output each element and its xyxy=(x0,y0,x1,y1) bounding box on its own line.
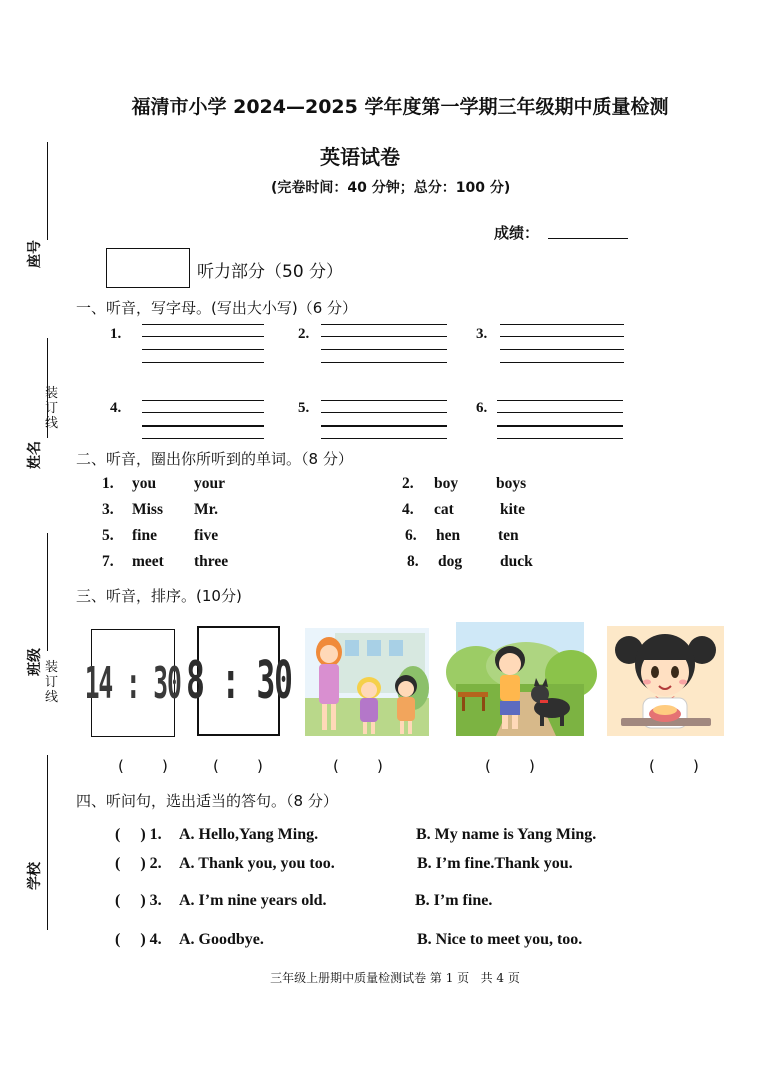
word-option-b[interactable]: kite xyxy=(500,501,525,518)
score-blank[interactable] xyxy=(548,238,628,239)
score-label: 成绩： xyxy=(494,224,540,242)
clock-digits-1: 14 : 30 xyxy=(84,657,182,709)
word-num: 2. xyxy=(402,475,414,492)
picture-girl-with-dog xyxy=(456,622,584,736)
option-a: A. I’m nine years old. xyxy=(179,892,327,909)
question-num[interactable]: ( ) 3. xyxy=(115,892,162,909)
question-num[interactable]: ( ) 1. xyxy=(115,826,162,843)
clock-image-1430 xyxy=(84,629,182,737)
s1-num-6: 6. xyxy=(476,400,488,416)
word-option-b[interactable]: ten xyxy=(498,527,519,544)
word-num: 8. xyxy=(407,553,419,570)
school-label: 学校 xyxy=(27,862,43,890)
option-b: B. I’m fine.Thank you. xyxy=(417,855,573,872)
option-b: B. My name is Yang Ming. xyxy=(416,826,597,843)
s1-num-2: 2. xyxy=(298,326,310,342)
word-option-a[interactable]: you xyxy=(132,475,157,492)
word-num: 7. xyxy=(102,553,114,570)
option-a: A. Hello,Yang Ming. xyxy=(179,826,319,843)
word-option-a[interactable]: boy xyxy=(434,475,459,492)
picture-girl-with-food xyxy=(607,626,724,736)
word-option-b[interactable]: Mr. xyxy=(194,501,218,518)
word-option-a[interactable]: Miss xyxy=(132,501,163,518)
option-a: A. Thank you, you too. xyxy=(179,855,335,872)
picture-three-girls xyxy=(305,628,429,736)
section3-heading: 三、听音，排序。(10分) xyxy=(76,587,242,605)
class-label: 班级 xyxy=(27,648,43,676)
answer-paren-3[interactable]: ( ) xyxy=(333,757,383,775)
name-label: 姓名 xyxy=(27,441,43,469)
word-num: 1. xyxy=(102,475,114,492)
clock-digits-2: 8 : 30 xyxy=(185,651,292,711)
binding-text-top: 装订线 xyxy=(45,386,59,431)
margin-line-seat xyxy=(47,142,48,240)
option-b: B. I’m fine. xyxy=(415,892,493,909)
word-option-b[interactable]: your xyxy=(194,475,225,492)
word-option-a[interactable]: dog xyxy=(438,553,463,570)
word-option-b[interactable]: duck xyxy=(500,553,533,570)
s1-num-4: 4. xyxy=(110,400,122,416)
clock-image-830 xyxy=(185,626,292,736)
word-num: 3. xyxy=(102,501,114,518)
seat-label: 座号 xyxy=(27,240,43,268)
s1-num-3: 3. xyxy=(476,326,488,342)
exam-subtitle: 英语试卷 xyxy=(320,145,400,169)
word-option-b[interactable]: five xyxy=(194,527,219,544)
answer-paren-2[interactable]: ( ) xyxy=(213,757,263,775)
margin-line-class xyxy=(47,533,48,651)
word-num: 4. xyxy=(402,501,414,518)
question-num[interactable]: ( ) 2. xyxy=(115,855,162,872)
time-info: (完卷时间：40 分钟；总分：100 分) xyxy=(271,180,511,196)
answer-paren-1[interactable]: ( ) xyxy=(118,757,168,775)
word-option-a[interactable]: meet xyxy=(132,553,164,570)
listening-score-box[interactable] xyxy=(106,248,190,288)
question-num[interactable]: ( ) 4. xyxy=(115,931,162,948)
answer-paren-4[interactable]: ( ) xyxy=(485,757,535,775)
option-b: B. Nice to meet you, too. xyxy=(417,931,583,948)
section1-heading: 一、听音，写字母。(写出大小写)（6 分） xyxy=(76,299,358,317)
section2-heading: 二、听音，圈出你所听到的单词。（8 分） xyxy=(76,450,353,468)
word-num: 6. xyxy=(405,527,417,544)
option-a: A. Goodbye. xyxy=(179,931,264,948)
word-option-a[interactable]: hen xyxy=(436,527,461,544)
s1-num-1: 1. xyxy=(110,326,122,342)
page-footer: 三年级上册期中质量检测试卷 第 1 页 共 4 页 xyxy=(270,971,520,985)
word-option-a[interactable]: cat xyxy=(434,501,454,518)
margin-line-school xyxy=(47,755,48,930)
word-option-b[interactable]: boys xyxy=(496,475,527,492)
exam-title: 福清市小学 2024—2025 学年度第一学期三年级期中质量检测 xyxy=(131,96,669,118)
section4-heading: 四、听问句，选出适当的答句。（8 分） xyxy=(76,792,338,810)
word-num: 5. xyxy=(102,527,114,544)
listening-heading: 听力部分（50 分） xyxy=(197,262,344,282)
word-option-a[interactable]: fine xyxy=(132,527,157,544)
word-option-b[interactable]: three xyxy=(194,553,229,570)
answer-paren-5[interactable]: ( ) xyxy=(649,757,699,775)
binding-text-bottom: 装订线 xyxy=(45,660,59,705)
s1-num-5: 5. xyxy=(298,400,310,416)
